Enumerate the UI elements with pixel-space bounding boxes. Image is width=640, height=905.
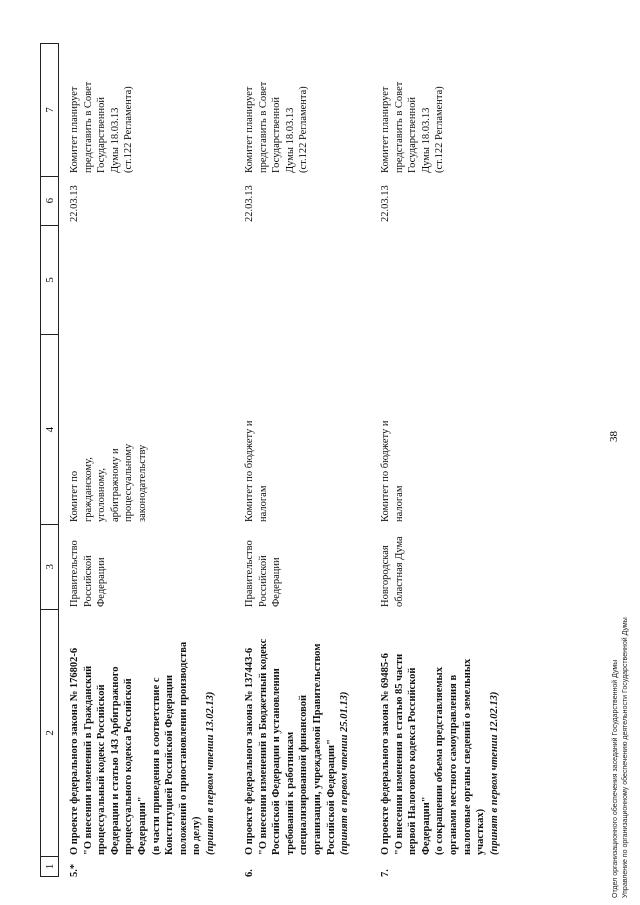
footer-department: Отдел организационного обеспечения заседаний Государственной Думы — [612, 659, 619, 898]
bill-initiator: Правительство Российской Федерации — [244, 540, 283, 607]
header-col-1: 1 — [41, 856, 58, 876]
bill-title: О проекте федерального закона № 69485-6 "О внесении изменения в статью 85 части первой Налогового кодекса Российской Федерации" (о сокращении объема представляемых органами местного самоуправления в налоговые органы сведений о земельных участках) — [380, 653, 487, 855]
responsible-committee: Комитет по бюджету и налогам — [380, 420, 405, 522]
table-row — [379, 43, 501, 877]
col5-value — [379, 224, 501, 334]
header-col-3: 3 — [41, 524, 58, 609]
header-col-2: 2 — [41, 609, 58, 856]
col5-value — [243, 224, 352, 334]
deadline-date: 22.03.13 — [69, 185, 80, 222]
footer-directorate: Управление по организационному обеспечению деятельности Государственной Думы — [622, 617, 629, 898]
bill-initiator: Новгородская областная Дума — [380, 536, 405, 607]
deadline-date: 22.03.13 — [380, 185, 391, 222]
deadline-date: 22.03.13 — [244, 185, 255, 222]
responsible-committee: Комитет по гражданскому, уголовному, арбитражному и процессуальному законодательству — [69, 443, 148, 522]
table-header — [40, 43, 59, 877]
col5-value — [68, 224, 218, 334]
bill-description — [68, 609, 218, 857]
committee-plan: Комитет планирует представить в Совет Государственной Думы 18.03.13 (ст.122 Регламента) — [69, 81, 135, 173]
bill-description — [379, 609, 501, 857]
bill-title: О проекте федерального закона № 176802-6 "О внесении изменений в Гражданский процессуальный кодекс Российской Федерации и статью 143 Арбитражного процессуального кодекса Российской Федерации" (в части приведения в соответствие с Конституцией Российской Федерации положений о приостановлении производства по делу) — [69, 641, 203, 855]
bill-reading-note: (принят в первом чтении 25.01.13) — [339, 691, 351, 855]
header-col-6: 6 — [41, 176, 58, 225]
bill-title: О проекте федерального закона № 137443-6 "О внесении изменений в Бюджетный кодекс Российской Федерации и установлении требований к работникам специализированной финансовой организации, учреждаемой Правительством Российской Федерации" — [244, 638, 337, 855]
row-number: 6. — [244, 869, 255, 877]
header-col-4: 4 — [41, 334, 58, 524]
bill-initiator: Правительство Российской Федерации — [69, 540, 108, 607]
rotated-table — [40, 43, 600, 877]
header-col-5: 5 — [41, 225, 58, 335]
committee-plan: Комитет планирует представить в Совет Государственной Думы 18.03.13 (ст.122 Регламента) — [244, 81, 310, 173]
row-number: 7. — [380, 869, 391, 877]
committee-plan: Комитет планирует представить в Совет Государственной Думы 18.03.13 (ст.122 Регламента) — [380, 81, 446, 173]
page-number: 38 — [608, 431, 620, 442]
header-col-7: 7 — [43, 107, 56, 113]
responsible-committee: Комитет по бюджету и налогам — [244, 420, 269, 522]
bill-description — [243, 609, 352, 857]
row-number: 5.* — [69, 863, 80, 877]
table-row — [243, 43, 352, 877]
table-row — [68, 43, 218, 877]
bill-reading-note: (принят в первом чтении 13.02.13) — [204, 691, 216, 855]
bill-reading-note: (принят в первом чтении 12.02.13) — [488, 691, 500, 855]
